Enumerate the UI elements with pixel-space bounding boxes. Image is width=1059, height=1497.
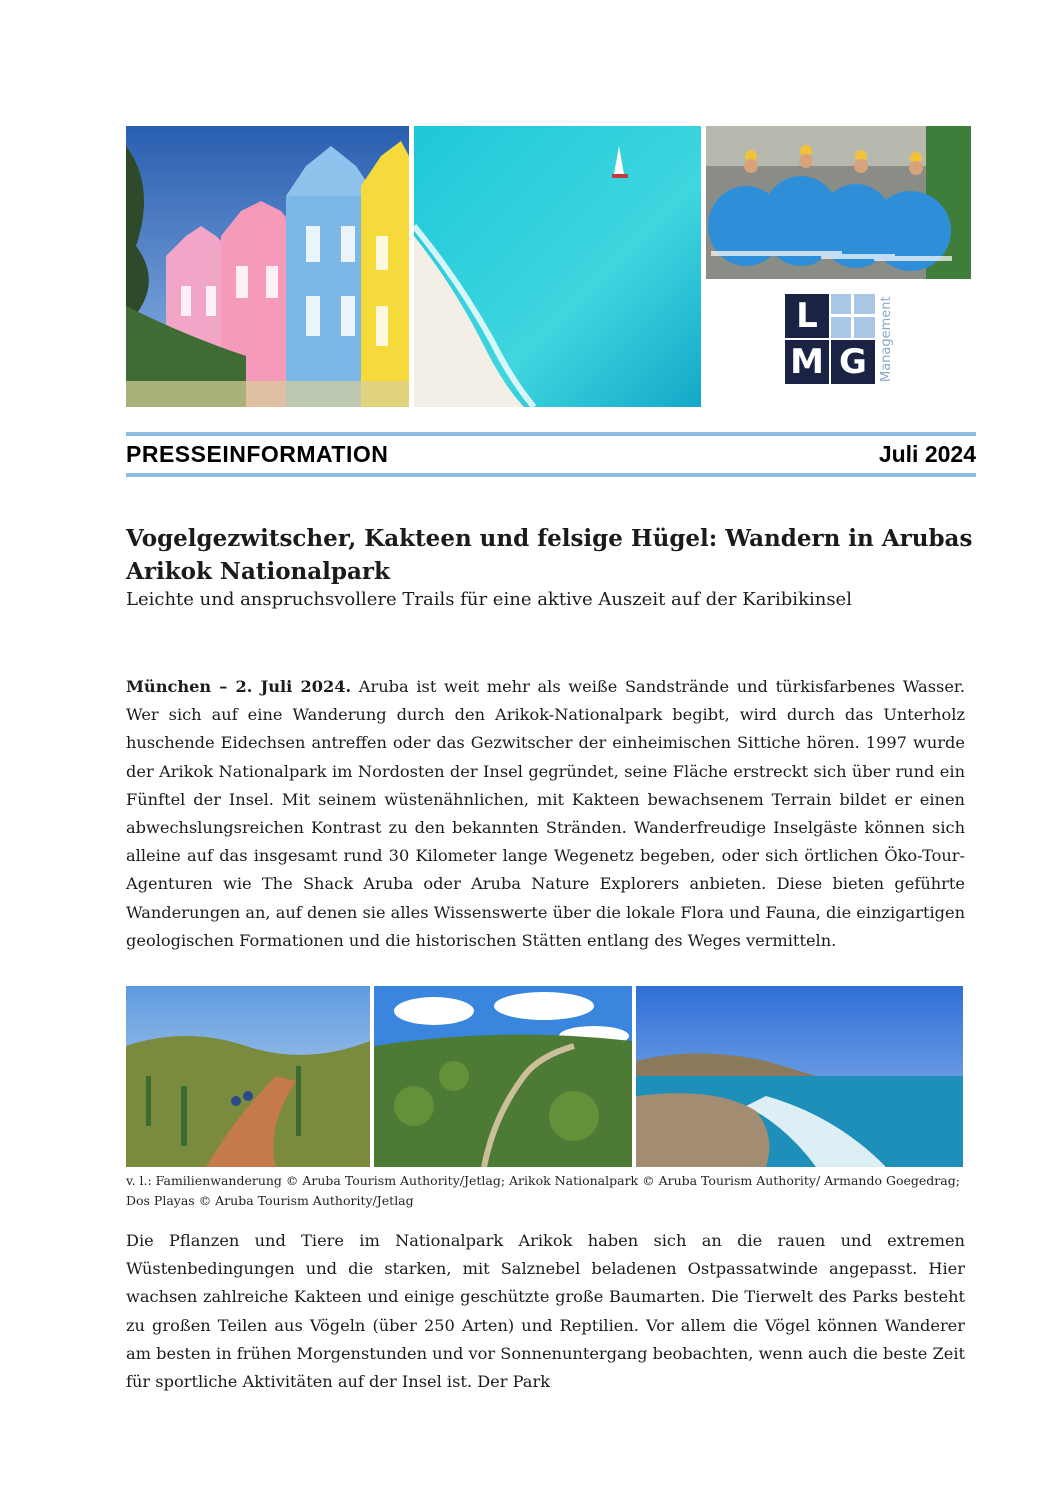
logo-letter-m: M (785, 340, 829, 384)
logo-management-text: Management (879, 296, 894, 382)
colorful-houses-photo (126, 126, 409, 407)
paragraph-1 (126, 673, 965, 955)
dancers-photo (706, 126, 971, 279)
logo-cross-tile (831, 294, 875, 338)
dateline: München – 2. Juli 2024. (126, 677, 352, 696)
subheadline: Leichte und anspruchsvollere Trails für eine aktive Auszeit auf der Karibikinsel (126, 589, 852, 610)
family-hike-photo (126, 986, 370, 1167)
logo-letter-g: G (831, 340, 875, 384)
headline: Vogelgezwitscher, Kakteen und felsige Hügel: Wandern in Arubas Arikok Nationalpark (126, 525, 973, 585)
bottom-rule (126, 473, 976, 477)
top-rule (126, 432, 976, 436)
turquoise-sea-photo (414, 126, 701, 407)
paragraph-1-text: Aruba ist weit mehr als weiße Sandstrände und türkisfarbenes Wasser. Wer sich auf eine Wanderung durch den Arikok-Nationalpark begibt, wird durch das Unterholz huschende Eidechsen antreffen oder das Gezwitscher der einheimischen Sittiche hören. 1997 wurde der Arikok Nationalpark im Nordosten der Insel gegründet, seine Fläche erstreckt sich über rund ein Fünftel der Insel. Mit seinem wüstenähnlichen, mit Kakteen bewachsenem Terrain bildet er einen abwechslungsreichen Kontrast zu den bekannten Stränden. Wanderfreudige Inselgäste können sich alleine auf das insgesamt rund 30 Kilometer lange Wegenetz begeben, oder sich örtlichen Öko-Tour-Agenturen wie The Shack Aruba oder Aruba Nature Explorers anbieten. Diese bieten geführte Wanderungen an, auf denen sie alles Wissenswerte über die lokale Flora und Fauna, die einzigartigen geologischen Formationen und die historischen Stätten entlang des Weges vermitteln. (126, 677, 966, 950)
press-date: Juli 2024 (878, 441, 976, 467)
arikok-aerial-photo (374, 986, 632, 1167)
photo-caption: v. l.: Familienwanderung © Aruba Tourism Authority/Jetlag; Arikok Nationalpark © Aruba Tourism Authority/ Armando Goegedrag; Dos Playas © Aruba Tourism Authority/Jetlag (126, 1173, 960, 1208)
lmg-management-logo (785, 294, 905, 384)
paragraph-2: Die Pflanzen und Tiere im Nationalpark Arikok haben sich an die rauen und extremen Wüstenbedingungen und die starken, mit Salznebel beladenen Ostpassatwinde angepasst. Hier wachsen zahlreiche Kakteen und einige geschützte große Baumarten. Die Tierwelt des Parks besteht zu großen Teilen aus Vögeln (über 250 Arten) und Reptilien. Vor allem die Vögel können Wanderer am besten in frühen Morgenstunden und vor Sonnenuntergang beobachten, wenn auch die beste Zeit für sportliche Aktivitäten auf der Insel ist. Der Park (126, 1231, 965, 1392)
logo-letter-l: L (785, 294, 829, 338)
press-label: PRESSEINFORMATION (126, 441, 389, 467)
dos-playas-photo (636, 986, 963, 1167)
